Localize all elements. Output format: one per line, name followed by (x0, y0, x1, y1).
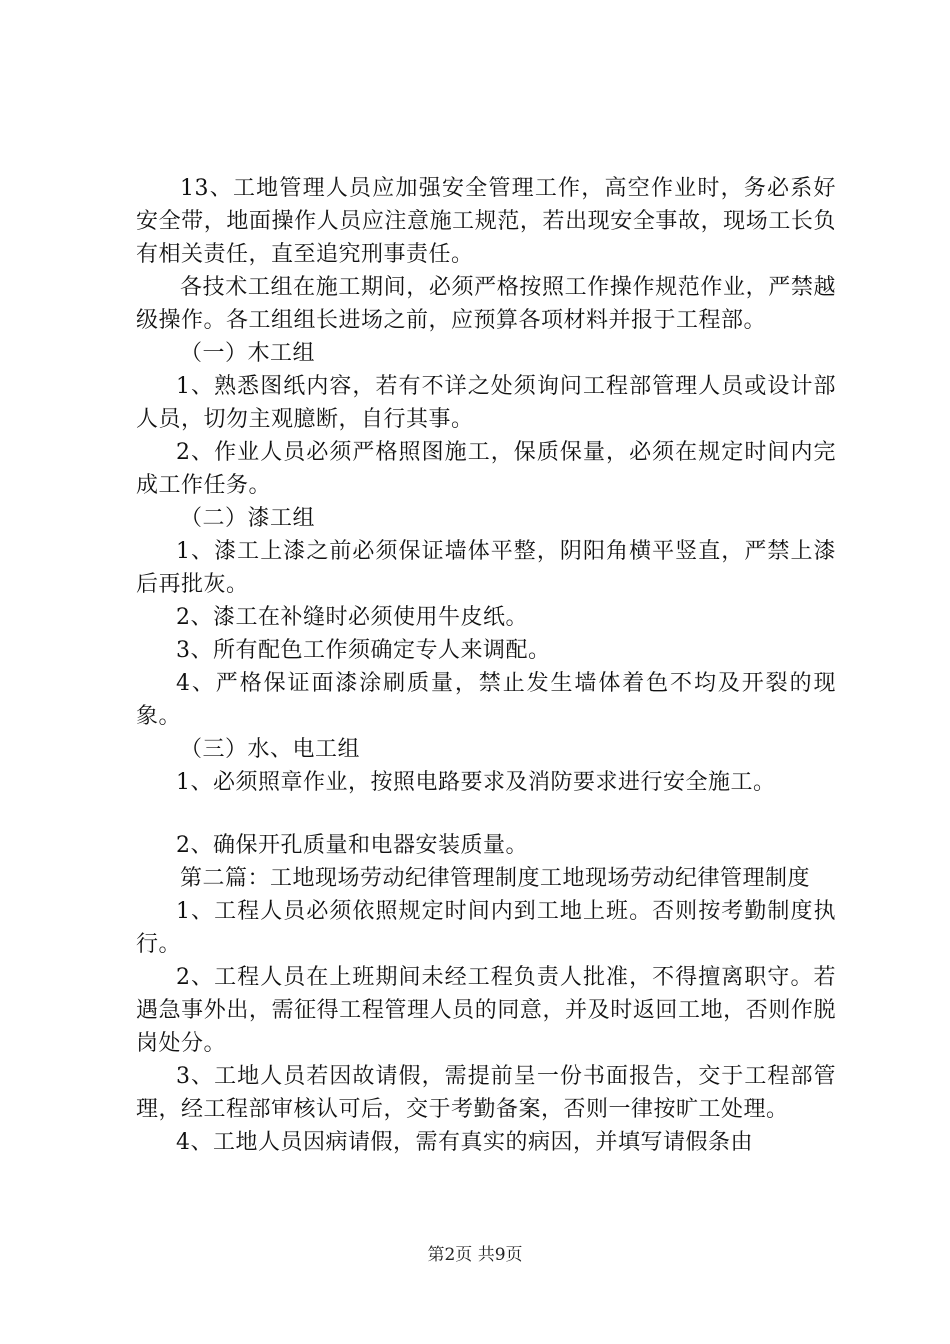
paragraph-painting-4: 4、严格保证面漆涂刷质量，禁止发生墙体着色不均及开裂的现象。 (136, 671, 836, 729)
paragraph-painting-2: 2、漆工在补缝时必须使用牛皮纸。 (176, 605, 528, 630)
paragraph-electrical-1: 1、必须照章作业，按照电路要求及消防要求进行安全施工。 (176, 770, 776, 795)
paragraph-electrical-2: 2、确保开孔质量和电器安装质量。 (176, 833, 528, 858)
page-number-indicator: 第2页 共9页 (427, 1245, 523, 1265)
paragraph-painting-1: 1、漆工上漆之前必须保证墙体平整，阴阳角横平竖直，严禁上漆后再批灰。 (136, 539, 836, 597)
paragraph-painting-3: 3、所有配色工作须确定专人来调配。 (176, 638, 551, 663)
document-body (136, 172, 836, 1159)
paragraph-discipline-3: 3、工地人员若因故请假，需提前呈一份书面报告，交于工程部管理，经工程部审核认可后，交于考勤备案，否则一律按旷工处理。 (136, 1064, 836, 1122)
paragraph-discipline-2: 2、工程人员在上班期间未经工程负责人批准，不得擅离职守。若遇急事外出，需征得工程管理人员的同意，并及时返回工地，否则作脱岗处分。 (136, 965, 836, 1056)
page-footer (0, 1244, 950, 1266)
paragraph-discipline-4: 4、工地人员因病请假，需有真实的病因，并填写请假条由 (176, 1130, 753, 1155)
section-heading-plumbing-electrical: （三）水、电工组 (180, 737, 361, 762)
paragraph-carpentry-1: 1、熟悉图纸内容，若有不详之处须询问工程部管理人员或设计部人员，切勿主观臆断，自行其事。 (136, 374, 836, 432)
chapter-heading-part-two: 第二篇：工地现场劳动纪律管理制度工地现场劳动纪律管理制度 (180, 866, 811, 891)
paragraph-work-groups-intro: 各技术工组在施工期间，必须严格按照工作操作规范作业，严禁越级操作。各工组组长进场之前，应预算各项材料并报于工程部。 (136, 275, 836, 333)
section-heading-painting: （二）漆工组 (180, 506, 316, 531)
section-heading-carpentry: （一）木工组 (180, 341, 316, 366)
paragraph-item-13: 13、工地管理人员应加强安全管理工作，高空作业时，务必系好安全带，地面操作人员应注意施工规范，若出现安全事故，现场工长负有相关责任，直至追究刑事责任。 (136, 176, 836, 267)
paragraph-discipline-1: 1、工程人员必须依照规定时间内到工地上班。否则按考勤制度执行。 (136, 899, 836, 957)
paragraph-carpentry-2: 2、作业人员必须严格照图施工，保质保量，必须在规定时间内完成工作任务。 (136, 440, 836, 498)
